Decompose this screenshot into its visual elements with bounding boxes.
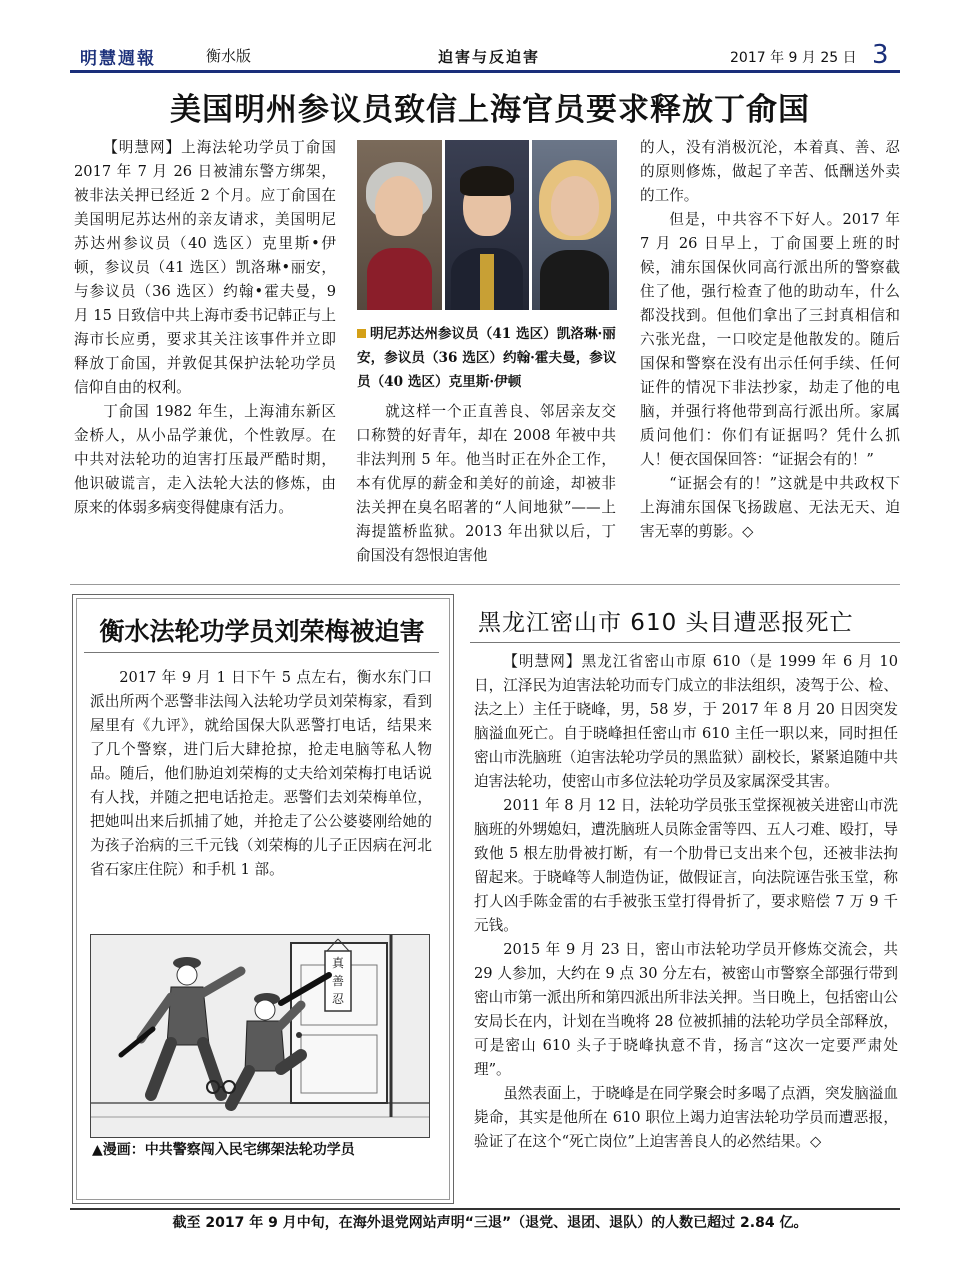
article2-title-rule <box>84 652 439 653</box>
paragraph: 丁俞国 1982 年生，上海浦东新区金桥人，从小品学兼优，个性敦厚。在中共对法轮功的迫害打压最严酷时期，他识破谎言，走入法轮大法的修炼，由原来的体弱多病变得健康有活力。 <box>74 403 336 516</box>
paragraph: 的人，没有消极沉沦，本着真、善、忍的原则修炼，做起了辛苦、低酬送外卖的工作。 <box>640 139 900 204</box>
cartoon-illustration <box>91 935 429 1137</box>
cartoon-caption: ▲漫画：中共警察闯入民宅绑架法轮功学员 <box>92 1142 355 1158</box>
senators-photo <box>357 140 617 310</box>
issue-date: 2017 年 9 月 25 日 <box>730 50 857 66</box>
senator-photo-right <box>532 140 617 310</box>
article3-title-rule <box>470 642 900 643</box>
photo-caption-text: 明尼苏达州参议员（41 选区）凯洛琳·丽安，参议员（36 选区）约翰·霍夫曼，参议员（40 选区）克里斯·伊顿 <box>357 326 617 390</box>
article2-body <box>90 666 432 882</box>
masthead: 明慧週報 <box>80 49 156 69</box>
article1-column-3 <box>640 136 900 544</box>
paragraph: 2015 年 9 月 23 日，密山市法轮功学员开修炼交流会，共 29 人参加，大约在 9 点 30 分左右，被密山市警察全部强行带到密山市第一派出所和第四派出所非法关押。当日晚上，包括密山公安局长在内，计划在当晚将 28 位被抓捕的法轮功学员全部释放，可是密山 610 头子于晓峰执意不肯，扬言“这次一定要严肃处理”。 <box>474 941 898 1078</box>
paragraph: “证据会有的！”这就是中共政权下上海浦东国保飞扬跋扈、无法无天、迫害无辜的剪影。◇ <box>640 475 900 540</box>
paragraph: 但是，中共容不下好人。2017 年 7 月 26 日早上，丁俞国要上班的时候，浦东国保伙同高行派出所的警察截住了他，强行检查了他的助动车，什么都没找到。但他们拿出了三封真相信和六张光盘，一口咬定是他散发的。随后国保和警察在没有出示任何手续、任何证件的情况下非法抄家，劫走了他的电脑，并强行将他带到高行派出所。家属质问他们：你们有证据吗？凭什么抓人！便衣国保回答：“证据会有的！” <box>640 211 900 468</box>
sign-char-2: 善 <box>331 974 345 988</box>
sign-char-3: 忍 <box>331 992 345 1006</box>
paragraph: 2011 年 8 月 12 日，法轮功学员张玉堂探视被关进密山市洗脑班的外甥媳妇，遭洗脑班人员陈金雷等四、五人刁难、殴打，导致他 5 根左肋骨被打断，有一个肋骨已支出来个包，还被非法拘留起来。于晓峰等人制造伪证，做假证言，向法院诬告张玉堂，称打人凶手陈金雷的右手被张玉堂打得骨折了，要求赔偿 7 万 9 千元钱。 <box>474 797 898 934</box>
footer-notice: 截至 2017 年 9 月中旬，在海外退党网站声明“三退”（退党、退团、退队）的人数已超过 2.84 亿。 <box>172 1215 808 1231</box>
article1-column-2 <box>356 400 616 568</box>
article3-title: 黑龙江密山市 610 头目遭恶报死亡 <box>478 610 854 636</box>
photo-caption <box>357 322 619 394</box>
header-rule <box>70 70 900 73</box>
sign-char-1: 真 <box>331 956 345 970</box>
article1-column-1 <box>74 136 336 520</box>
police-raid-cartoon <box>90 934 430 1138</box>
footer-rule <box>70 1208 900 1210</box>
article3-body <box>474 650 898 1154</box>
paragraph: 虽然表面上，于晓峰是在同学聚会时多喝了点酒，突发脑溢血毙命，其实是他所在 610 职位上竭力迫害法轮功学员而遭恶报，验证了在这个“死亡岗位”上迫害善良人的必然结果。◇ <box>474 1085 898 1150</box>
square-bullet-icon <box>357 329 366 338</box>
edition-label: 衡水版 <box>206 47 252 65</box>
section-divider <box>70 584 900 585</box>
senator-photo-center <box>445 140 530 310</box>
article1-headline: 美国明州参议员致信上海官员要求释放丁俞国 <box>170 92 810 128</box>
article2-title: 衡水法轮功学员刘荣梅被迫害 <box>99 617 425 646</box>
section-title: 迫害与反迫害 <box>438 48 541 66</box>
page-number: 3 <box>872 40 889 70</box>
senator-photo-left <box>357 140 442 310</box>
paragraph: 【明慧网】黑龙江省密山市原 610（是 1999 年 6 月 10 日，江泽民为迫害法轮功而专门成立的非法组织，凌驾于公、检、法之上）主任于晓峰，男，58 岁，于 2017 年 8 月 20 日因突发脑溢血死亡。自于晓峰担任密山市 610 主任一职以来，同时担任密山市洗脑班（迫害法轮功学员的黑监狱）副校长，紧紧追随中共迫害法轮功，使密山市多位法轮功学员及家属深受其害。 <box>474 653 898 790</box>
paragraph: 2017 年 9 月 1 日下午 5 点左右，衡水东门口派出所两个恶警非法闯入法轮功学员刘荣梅家，看到屋里有《九评》，就给国保大队恶警打电话，结果来了几个警察，进门后大肆抢掠，抢走电脑等私人物品。随后，他们胁迫刘荣梅的丈夫给刘荣梅打电话说有人找，并随之把电话抢走。恶警们去刘荣梅单位，把她叫出来后抓捕了她，并抢走了公公婆婆刚给她的为孩子治病的三千元钱（刘荣梅的儿子正因病在河北省石家庄住院）和手机 1 部。 <box>90 669 432 878</box>
paragraph: 就这样一个正直善良、邻居亲友交口称赞的好青年，却在 2008 年被中共非法判刑 5 年。他当时正在外企工作，本有优厚的薪金和美好的前途，却被非法关押在臭名昭著的“人间地狱”——上海提篮桥监狱。2013 年出狱以后，丁俞国没有怨恨迫害他 <box>356 403 616 564</box>
paragraph: 【明慧网】上海法轮功学员丁俞国 2017 年 7 月 26 日被浦东警方绑架，被非法关押已经近 2 个月。应丁俞国在美国明尼苏达州的亲友请求，美国明尼苏达州参议员（40 选区）克里斯•伊顿，参议员（41 选区）凯洛琳•丽安，与参议员（36 选区）约翰•霍夫曼，9 月 15 日致信中共上海市委书记韩正与上海市长应勇，要求其关注该事件并立即释放丁俞国，并敦促其保护法轮功学员信仰自由的权利。 <box>74 139 336 396</box>
